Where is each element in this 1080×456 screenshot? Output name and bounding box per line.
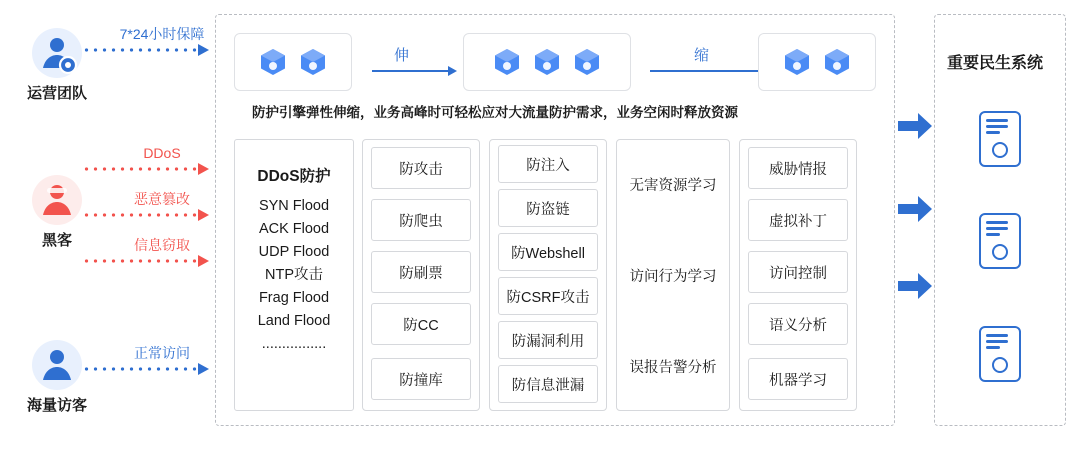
engine-cube-icon (532, 47, 562, 77)
ddos-item: UDP Flood (258, 244, 330, 260)
engine-cube-icon (258, 47, 288, 77)
flow-label: DDoS (143, 145, 181, 161)
flow-arrow-1 (898, 113, 932, 139)
flow-arrow-3 (898, 273, 932, 299)
cube-group-1 (234, 33, 352, 91)
engine-cube-icon (782, 47, 812, 77)
server-icon (978, 325, 1022, 383)
chip-web-1[interactable]: 防攻击 (371, 147, 471, 189)
cube-group-2 (463, 33, 631, 91)
chip-learn-2[interactable]: 访问行为学习 (624, 238, 722, 312)
chip-web-5[interactable]: 防撞库 (371, 358, 471, 400)
ddos-item: Land Flood (257, 313, 331, 329)
engine-cube-icon (572, 47, 602, 77)
chip-intel-5[interactable]: 机器学习 (748, 358, 848, 400)
actor-label: 黑客 (41, 232, 72, 249)
chip-intel-4[interactable]: 语义分析 (748, 303, 848, 345)
flow-arrow-2 (898, 196, 932, 222)
engine-cube-icon (298, 47, 328, 77)
chip-app-2[interactable]: 防盗链 (498, 189, 598, 227)
actor-label: 海量访客 (26, 397, 87, 414)
chip-intel-3[interactable]: 访问控制 (748, 251, 848, 293)
ddos-item: Frag Flood (258, 290, 330, 306)
engine-cube-icon (492, 47, 522, 77)
chip-web-4[interactable]: 防CC (371, 303, 471, 345)
actor-label: 运营团队 (26, 85, 87, 102)
engine-cube-icon (822, 47, 852, 77)
chip-web-2[interactable]: 防爬虫 (371, 199, 471, 241)
critical-systems-title: 重要民生系统 (947, 55, 1044, 72)
ddos-item: SYN Flood (258, 198, 330, 214)
shrink-label: 缩 (694, 47, 710, 64)
cube-group-3 (758, 33, 876, 91)
chip-intel-2[interactable]: 虚拟补丁 (748, 199, 848, 241)
visitor-user-icon (30, 338, 84, 392)
chip-web-3[interactable]: 防刷票 (371, 251, 471, 293)
flow-label: 信息窃取 (134, 237, 190, 253)
chip-app-4[interactable]: 防CSRF攻击 (498, 277, 598, 315)
grow-arrow (372, 66, 458, 76)
chip-learn-3[interactable]: 误报告警分析 (624, 329, 722, 403)
chip-intel-1[interactable]: 威胁情报 (748, 147, 848, 189)
shrink-arrow (650, 66, 770, 76)
ddos-title: DDoS防护 (257, 168, 331, 185)
grow-label: 伸 (394, 47, 410, 64)
ddos-item: ACK Flood (258, 221, 330, 237)
chip-app-1[interactable]: 防注入 (498, 145, 598, 183)
server-icon (978, 212, 1022, 270)
chip-app-6[interactable]: 防信息泄漏 (498, 365, 598, 403)
chip-app-5[interactable]: 防漏洞利用 (498, 321, 598, 359)
flow-label: 7*24小时保障 (119, 26, 205, 42)
hacker-user-icon (30, 173, 84, 227)
ddos-protection-column (234, 139, 354, 411)
gear-user-icon (30, 26, 84, 80)
elastic-caption: 防护引擎弹性伸缩，业务高峰时可轻松应对大流量防护需求，业务空闲时释放资源 (252, 105, 738, 120)
ddos-item: NTP攻击 (265, 267, 323, 283)
ddos-item: ................ (261, 336, 327, 352)
server-icon (978, 110, 1022, 168)
flow-label: 正常访问 (134, 345, 190, 361)
flow-label: 恶意篡改 (134, 191, 190, 207)
chip-app-3[interactable]: 防Webshell (498, 233, 598, 271)
chip-learn-1[interactable]: 无害资源学习 (624, 147, 722, 221)
